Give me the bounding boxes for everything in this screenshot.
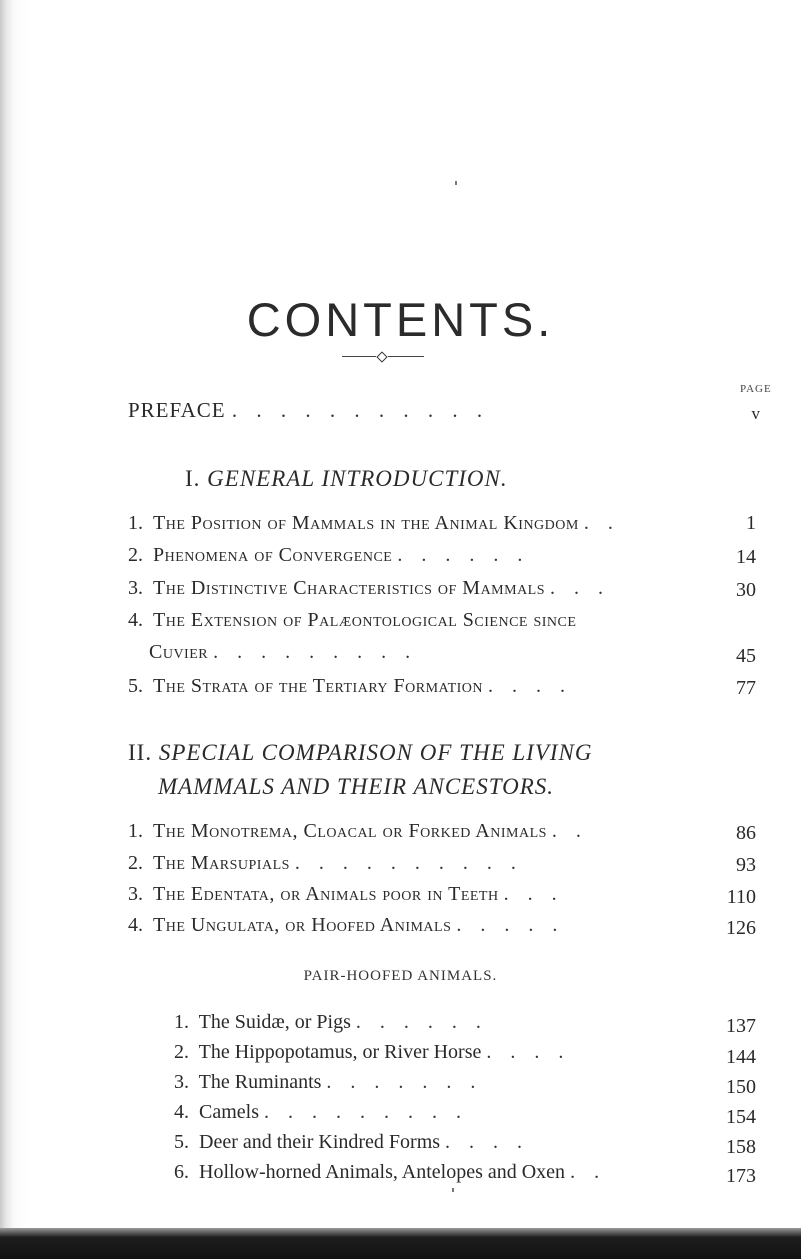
entry-number: 3.	[174, 1071, 189, 1093]
toc-entry	[128, 913, 564, 937]
entry-number: 2.	[128, 852, 143, 874]
part2-heading-continuation	[158, 774, 554, 800]
entry-number: 1.	[174, 1011, 189, 1033]
entry-page: 137	[726, 1015, 756, 1037]
leader-dots: . .	[570, 1161, 607, 1183]
entry-title: The Strata of the Tertiary Formation	[153, 675, 484, 697]
entry-title: The Monotrema, Cloacal or Forked Animals	[153, 820, 547, 842]
toc-entry	[128, 543, 529, 567]
toc-subentry	[174, 1070, 482, 1094]
entry-title: The Ungulata, or Hoofed Animals	[153, 914, 452, 936]
toc-entry	[128, 608, 576, 632]
leader-dots: . .	[583, 512, 620, 534]
pair-hoofed-heading: PAIR-HOOFED ANIMALS.	[303, 968, 498, 984]
entry-title: Hollow-horned Animals, Antelopes and Oxen	[199, 1161, 566, 1183]
leader-dots: . . . . .	[456, 914, 565, 936]
entry-number: 1.	[128, 512, 143, 534]
entry-page: 144	[726, 1046, 756, 1068]
entry-number: 3.	[128, 577, 143, 599]
entry-page: 150	[726, 1076, 756, 1098]
preface-page: v	[751, 404, 760, 423]
entry-title-continuation: Cuvier	[149, 641, 209, 663]
leader-dots: . . . .	[486, 1041, 571, 1063]
entry-number: 4.	[128, 609, 143, 631]
entry-page: 126	[726, 917, 756, 939]
page-column-label: PAGE	[740, 383, 772, 395]
entry-page: 158	[726, 1136, 756, 1158]
leader-dots: . . . .	[488, 675, 573, 697]
title-ornament	[342, 353, 424, 361]
toc-subentry	[174, 1160, 606, 1184]
entry-number: 6.	[174, 1161, 189, 1183]
part2-number: II.	[128, 740, 153, 765]
leader-dots: . . . . . . . . .	[213, 641, 418, 663]
toc-entry-continuation	[149, 640, 417, 664]
part1-heading	[185, 466, 508, 492]
entry-number: 1.	[128, 820, 143, 842]
entry-title: The Suidæ, or Pigs	[198, 1011, 351, 1033]
leader-dots: . . . . . .	[397, 544, 530, 566]
entry-number: 5.	[128, 675, 143, 697]
entry-page: 77	[736, 677, 756, 699]
entry-page: 30	[736, 579, 756, 601]
part2-heading	[128, 740, 592, 766]
entry-number: 3.	[128, 883, 143, 905]
entry-title: The Marsupials	[153, 852, 290, 874]
entry-title: The Position of Mammals in the Animal Kingdom	[153, 512, 579, 534]
entry-page: 154	[726, 1106, 756, 1128]
leader-dots: . . . . . . . . . .	[294, 852, 523, 874]
entry-page: 45	[736, 645, 756, 667]
part2-title-line2: MAMMALS AND THEIR ANCESTORS.	[158, 774, 555, 799]
entry-title: The Distinctive Characteristics of Mammals	[153, 577, 546, 599]
toc-entry	[128, 674, 572, 698]
entry-title: The Edentata, or Animals poor in Teeth	[153, 883, 499, 905]
leader-dots: . . . . . . . . . . .	[231, 398, 490, 422]
leader-dots: . . . . . . .	[326, 1071, 483, 1093]
leader-dots: . . .	[550, 577, 611, 599]
preface-label: PREFACE	[128, 398, 226, 422]
leader-dots: . . . . . .	[355, 1011, 488, 1033]
toc-subentry	[174, 1040, 570, 1064]
leader-dots: . . . .	[445, 1131, 530, 1153]
entry-title: The Ruminants	[198, 1071, 322, 1093]
entry-number: 4.	[174, 1101, 189, 1123]
page-bottom-edge	[0, 1228, 801, 1259]
entry-title: Phenomena of Convergence	[153, 544, 393, 566]
toc-subentry	[174, 1010, 488, 1034]
paper-speck	[455, 181, 457, 185]
toc-subentry	[174, 1130, 529, 1154]
part1-number: I.	[185, 466, 201, 491]
toc-entry	[128, 819, 588, 843]
toc-entry	[128, 576, 610, 600]
entry-number: 5.	[174, 1131, 189, 1153]
part1-title: GENERAL INTRODUCTION.	[207, 466, 508, 491]
entry-title: The Hippopotamus, or River Horse	[198, 1041, 482, 1063]
toc-subentry	[174, 1100, 468, 1124]
entry-number: 2.	[174, 1041, 189, 1063]
part2-title-line1: SPECIAL COMPARISON OF THE LIVING	[158, 740, 593, 765]
entry-page: 86	[736, 822, 756, 844]
leader-dots: . . . . . . . . .	[264, 1101, 468, 1123]
entry-page: 110	[726, 886, 756, 908]
entry-page: 14	[736, 546, 756, 568]
toc-entry	[128, 882, 564, 906]
toc-entry	[128, 511, 620, 535]
toc-entry	[128, 851, 523, 875]
entry-title: Camels	[199, 1101, 259, 1123]
page-title: CONTENTS.	[246, 293, 555, 346]
entry-title: The Extension of Palæontological Science since	[153, 609, 577, 631]
preface-entry	[128, 398, 489, 423]
entry-page: 1	[746, 512, 756, 534]
leader-dots: . .	[551, 820, 588, 842]
paper-speck	[452, 1188, 454, 1192]
entry-title: Deer and their Kindred Forms	[199, 1131, 441, 1153]
leader-dots: . . .	[503, 883, 564, 905]
entry-page: 173	[726, 1165, 756, 1187]
entry-page: 93	[736, 854, 756, 876]
entry-number: 4.	[128, 914, 143, 936]
entry-number: 2.	[128, 544, 143, 566]
